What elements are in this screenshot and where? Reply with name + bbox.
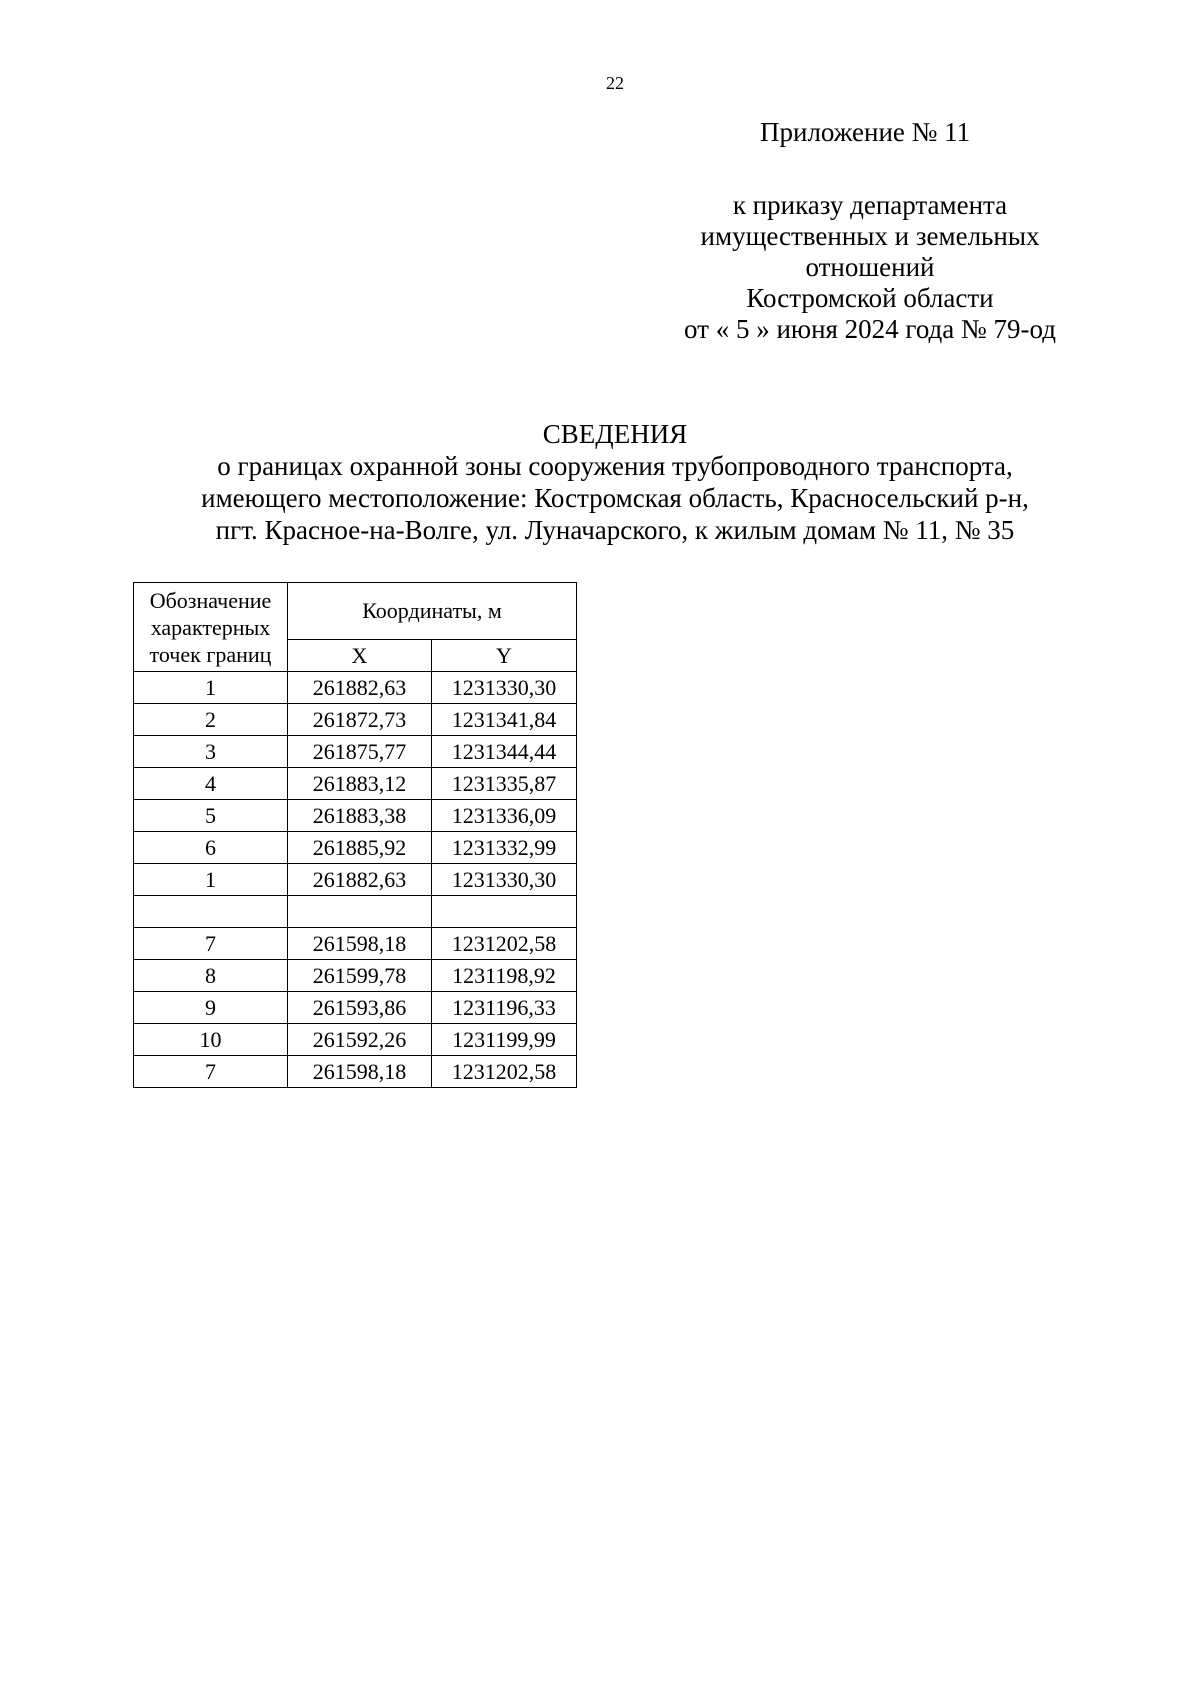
- order-reference-line: имущественных и земельных: [700, 221, 1040, 251]
- cell-y: 1231199,99: [432, 1024, 577, 1056]
- cell-point: 1: [134, 672, 288, 704]
- cell-y: 1231330,30: [432, 864, 577, 896]
- header-x: X: [288, 640, 432, 672]
- order-reference: [650, 190, 1090, 345]
- cell-x: 261872,73: [288, 704, 432, 736]
- document-subtitle-line: имеющего местоположение: Костромская область, Красносельский р-н,: [201, 483, 1029, 513]
- cell-x: 261883,12: [288, 768, 432, 800]
- cell-y: 1231202,58: [432, 928, 577, 960]
- cell-x: 261882,63: [288, 864, 432, 896]
- table-row: [134, 672, 577, 704]
- cell-point: 9: [134, 992, 288, 1024]
- cell-point: 6: [134, 832, 288, 864]
- order-reference-line: от « 5 » июня 2024 года № 79-од: [684, 314, 1056, 344]
- header-coordinates: Координаты, м: [288, 583, 577, 640]
- order-reference-line: к приказу департамента: [732, 190, 1008, 220]
- cell-y: 1231202,58: [432, 1056, 577, 1088]
- appendix-title: Приложение № 11: [760, 117, 971, 147]
- cell-y: 1231335,87: [432, 768, 577, 800]
- cell-y: 1231332,99: [432, 832, 577, 864]
- cell-point: 7: [134, 1056, 288, 1088]
- header-y: Y: [432, 640, 577, 672]
- document-subtitle-line: о границах охранной зоны сооружения трубопроводного транспорта,: [217, 451, 1013, 481]
- cell-point: 10: [134, 1024, 288, 1056]
- cell-y: [432, 896, 577, 928]
- table-row: [134, 1024, 577, 1056]
- table-row: [134, 736, 577, 768]
- cell-x: 261598,18: [288, 1056, 432, 1088]
- document-subtitle-line: пгт. Красное-на-Волге, ул. Луначарского, к жилым домам № 11, № 35: [215, 515, 1015, 545]
- coordinates-table: [133, 582, 577, 1088]
- coordinates-table-body: [134, 672, 577, 1088]
- document-heading: [60, 418, 1170, 546]
- table-row: [134, 928, 577, 960]
- header-point-designation: Обозначение характерных точек границ: [134, 583, 288, 672]
- cell-x: 261593,86: [288, 992, 432, 1024]
- cell-y: 1231198,92: [432, 960, 577, 992]
- cell-x: 261885,92: [288, 832, 432, 864]
- order-reference-line: Костромской области: [746, 283, 994, 313]
- cell-point: 4: [134, 768, 288, 800]
- cell-point: 8: [134, 960, 288, 992]
- table-row: [134, 832, 577, 864]
- cell-x: 261882,63: [288, 672, 432, 704]
- table-row: [134, 992, 577, 1024]
- cell-x: 261599,78: [288, 960, 432, 992]
- table-row: [134, 960, 577, 992]
- cell-x: 261883,38: [288, 800, 432, 832]
- order-reference-line: отношений: [805, 252, 935, 282]
- table-row: [134, 896, 577, 928]
- cell-point: 3: [134, 736, 288, 768]
- cell-x: 261598,18: [288, 928, 432, 960]
- table-row: [134, 704, 577, 736]
- table-row: [134, 800, 577, 832]
- table-row: [134, 768, 577, 800]
- cell-y: 1231344,44: [432, 736, 577, 768]
- cell-point: 7: [134, 928, 288, 960]
- table-row: [134, 1056, 577, 1088]
- cell-x: 261592,26: [288, 1024, 432, 1056]
- document-title: СВЕДЕНИЯ: [542, 419, 688, 449]
- cell-x: [288, 896, 432, 928]
- table-row: [134, 864, 577, 896]
- cell-y: 1231336,09: [432, 800, 577, 832]
- cell-point: 5: [134, 800, 288, 832]
- cell-point: [134, 896, 288, 928]
- cell-y: 1231341,84: [432, 704, 577, 736]
- cell-y: 1231196,33: [432, 992, 577, 1024]
- cell-y: 1231330,30: [432, 672, 577, 704]
- cell-point: 2: [134, 704, 288, 736]
- cell-x: 261875,77: [288, 736, 432, 768]
- cell-point: 1: [134, 864, 288, 896]
- page-number: 22: [606, 73, 624, 93]
